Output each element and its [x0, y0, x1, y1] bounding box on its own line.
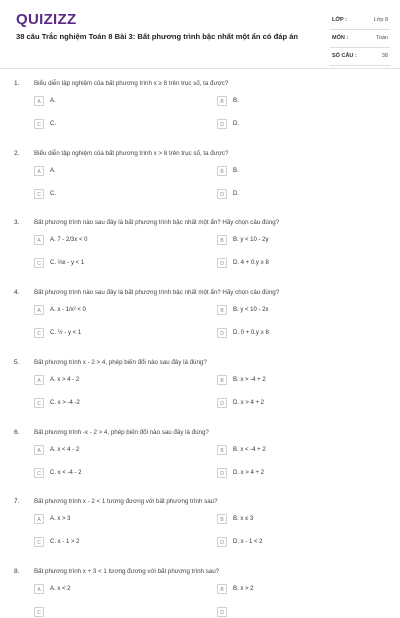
option-letter-box: D: [217, 398, 227, 408]
meta-count-value: 38: [381, 53, 388, 59]
question-number: 5.: [14, 359, 20, 366]
question-number: 1.: [14, 80, 20, 87]
option-text: A. x - 1/x² < 0: [50, 307, 86, 313]
option-letter-box: A: [34, 305, 44, 315]
meta-count-label: SỐ CÂU :: [332, 53, 357, 59]
answer-option-a[interactable]: [34, 235, 184, 246]
option-letter-box: D: [217, 328, 227, 338]
option-text: C. ⅔x - y < 1: [50, 260, 85, 266]
option-text: D.: [233, 191, 239, 197]
option-letter-box: C: [34, 607, 44, 617]
option-text: D. 0 + 0.y ≥ 8: [233, 330, 269, 336]
document-title: 38 câu Trắc nghiệm Toán 8 Bài 3: Bất phương trình bậc nhất một ẩn có đáp án: [16, 32, 299, 41]
answer-option-a[interactable]: [34, 514, 184, 525]
answer-option-b[interactable]: [217, 166, 367, 177]
option-text: A. 7 - 2/3x < 0: [50, 237, 88, 243]
option-text: B. y < 10 - 2y: [233, 237, 269, 243]
option-text: A. x > 4 - 2: [50, 377, 80, 383]
answer-option-d[interactable]: [217, 468, 367, 479]
option-letter-box: D: [217, 607, 227, 617]
option-text: C. x - 1 > 2: [50, 539, 80, 545]
question-number: 8.: [14, 568, 20, 575]
option-text: B. x > -4 + 2: [233, 377, 266, 383]
quizizz-logo: QUIZIZZ: [16, 11, 77, 28]
question-text: Bất phương trình x - 2 < 1 tương đương với bất phương trình sau?: [34, 498, 218, 505]
answer-option-c[interactable]: [34, 189, 184, 200]
option-letter-box: B: [217, 584, 227, 594]
meta-class-row: [330, 12, 390, 30]
answer-option-a[interactable]: [34, 584, 184, 595]
answer-option-c[interactable]: [34, 328, 184, 339]
option-letter-box: B: [217, 96, 227, 106]
answer-option-a[interactable]: [34, 305, 184, 316]
option-text: C.: [50, 121, 56, 127]
answer-option-b[interactable]: [217, 514, 367, 525]
option-letter-box: A: [34, 96, 44, 106]
option-text: A.: [50, 168, 56, 174]
option-text: A.: [50, 98, 56, 104]
question-text: Bất phương trình x + 3 < 1 tương đương với bất phương trình sau?: [34, 568, 220, 575]
question-text: Biểu diễn tập nghiệm của bất phương trình x ≥ 8 trên trục số, ta được?: [34, 80, 229, 87]
answer-option-c[interactable]: [34, 607, 184, 618]
option-letter-box: C: [34, 258, 44, 268]
answer-option-a[interactable]: [34, 96, 184, 107]
question-text: Bất phương trình x - 2 > 4, phép biến đổi nào sau đây là đúng?: [34, 359, 207, 366]
meta-class-label: LỚP :: [332, 17, 347, 23]
answer-option-d[interactable]: [217, 189, 367, 200]
option-text: D. x - 1 < 2: [233, 539, 263, 545]
answer-option-a[interactable]: [34, 166, 184, 177]
option-letter-box: D: [217, 189, 227, 199]
option-letter-box: A: [34, 584, 44, 594]
option-text: B.: [233, 98, 239, 104]
question-number: 7.: [14, 498, 20, 505]
meta-count-row: [330, 48, 390, 66]
answer-option-c[interactable]: [34, 258, 184, 269]
header-divider: [0, 68, 400, 69]
option-letter-box: C: [34, 119, 44, 129]
question-number: 4.: [14, 289, 20, 296]
answer-option-b[interactable]: [217, 445, 367, 456]
option-letter-box: B: [217, 305, 227, 315]
option-text: D. x > 4 + 2: [233, 470, 265, 476]
answer-option-b[interactable]: [217, 375, 367, 386]
option-text: C. x > -4 -2: [50, 400, 80, 406]
option-letter-box: C: [34, 537, 44, 547]
answer-option-c[interactable]: [34, 119, 184, 130]
meta-subject-value: Toán: [376, 35, 388, 41]
option-text: D. x > 4 + 2: [233, 400, 265, 406]
answer-option-d[interactable]: [217, 119, 367, 130]
option-letter-box: A: [34, 166, 44, 176]
option-letter-box: B: [217, 445, 227, 455]
option-text: B. x < -4 + 2: [233, 447, 266, 453]
option-text: B. y < 10 - 2x: [233, 307, 269, 313]
answer-option-c[interactable]: [34, 398, 184, 409]
option-letter-box: D: [217, 468, 227, 478]
option-text: C. x < -4 - 2: [50, 470, 82, 476]
answer-option-d[interactable]: [217, 537, 367, 548]
option-text: B.: [233, 168, 239, 174]
answer-option-b[interactable]: [217, 584, 367, 595]
question-text: Biểu diễn tập nghiệm của bất phương trình x > 8 trên trục số, ta được?: [34, 150, 229, 157]
option-letter-box: C: [34, 398, 44, 408]
option-letter-box: A: [34, 235, 44, 245]
answer-option-d[interactable]: [217, 398, 367, 409]
option-text: B. x ≤ 3: [233, 516, 254, 522]
question-number: 3.: [14, 219, 20, 226]
meta-subject-label: MÔN :: [332, 35, 349, 41]
question-text: Bất phương trình nào sau đây là bất phương trình bậc nhất một ẩn? Hãy chọn câu đúng?: [34, 219, 280, 226]
option-letter-box: C: [34, 328, 44, 338]
option-letter-box: C: [34, 468, 44, 478]
answer-option-b[interactable]: [217, 235, 367, 246]
option-text: A. x < 4 - 2: [50, 447, 80, 453]
question-text: Bất phương trình -x - 2 > 4, phép biến đổi nào sau đây là đúng?: [34, 429, 209, 436]
question-number: 6.: [14, 429, 20, 436]
option-letter-box: D: [217, 258, 227, 268]
option-letter-box: B: [217, 166, 227, 176]
answer-option-b[interactable]: [217, 305, 367, 316]
option-letter-box: A: [34, 445, 44, 455]
option-letter-box: A: [34, 375, 44, 385]
option-letter-box: B: [217, 235, 227, 245]
option-text: C.: [50, 191, 56, 197]
answer-option-a[interactable]: [34, 445, 184, 456]
answer-option-c[interactable]: [34, 537, 184, 548]
answer-option-a[interactable]: [34, 375, 184, 386]
option-letter-box: B: [217, 514, 227, 524]
answer-option-d[interactable]: [217, 258, 367, 269]
option-text: C. ½ - y < 1: [50, 330, 82, 336]
answer-option-d[interactable]: [217, 607, 367, 618]
meta-subject-row: [330, 30, 390, 48]
question-number: 2.: [14, 150, 20, 157]
question-text: Bất phương trình nào sau đây là bất phương trình bậc nhất một ẩn? Hãy chọn câu đúng?: [34, 289, 280, 296]
option-letter-box: C: [34, 189, 44, 199]
option-text: A. x > 3: [50, 516, 71, 522]
option-letter-box: D: [217, 537, 227, 547]
answer-option-b[interactable]: [217, 96, 367, 107]
meta-class-value: Lớp 8: [373, 17, 388, 23]
option-text: A. x < 2: [50, 586, 71, 592]
meta-table: [330, 12, 390, 66]
option-text: D.: [233, 121, 239, 127]
answer-option-c[interactable]: [34, 468, 184, 479]
option-text: B. x > 2: [233, 586, 254, 592]
answer-option-d[interactable]: [217, 328, 367, 339]
option-text: D. 4 + 0.y ≥ 8: [233, 260, 269, 266]
option-letter-box: D: [217, 119, 227, 129]
option-letter-box: A: [34, 514, 44, 524]
option-letter-box: B: [217, 375, 227, 385]
